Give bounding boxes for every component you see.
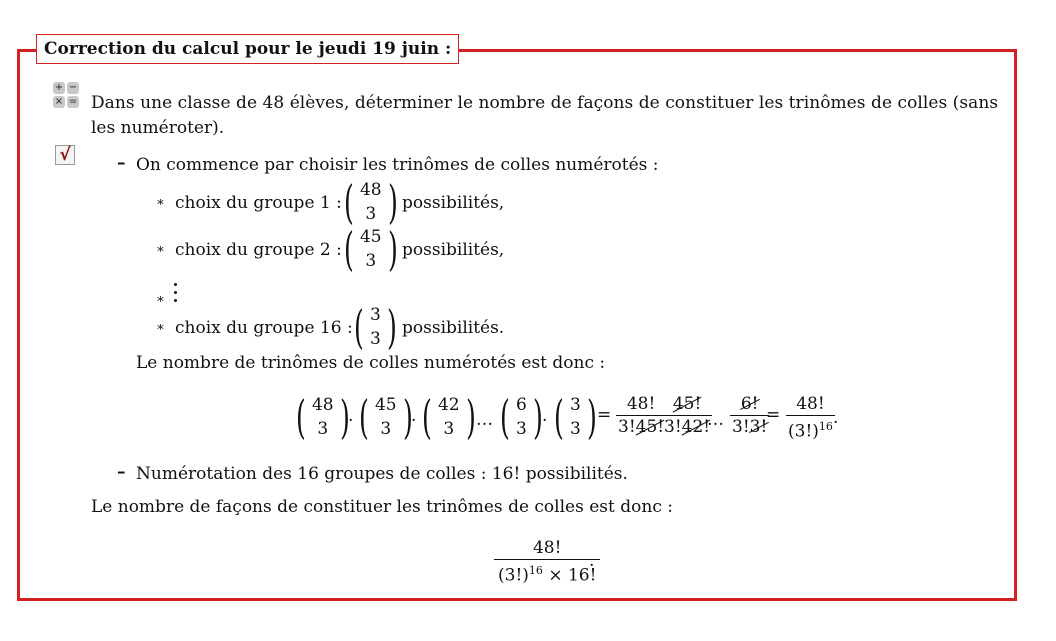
dot-operator: . [411, 406, 417, 426]
vertical-ellipsis [174, 283, 180, 302]
binomial-45-3: ( 45 3 ) [344, 222, 398, 276]
equals-sign: = [766, 405, 781, 425]
bullet-star: ∗ [156, 292, 165, 307]
choice-1-label: choix du groupe 1 : [175, 193, 342, 213]
calculator-icon: + − × = [54, 82, 78, 107]
bullet-dash: – [117, 153, 126, 173]
final-fraction: $\frac{48!}{(3!)^{16} \times 16!}$ [494, 537, 600, 587]
step1-conclusion: Le nombre de trinômes de colles numérotés est donc : [136, 353, 606, 373]
formula-binomial-48-3: ( 48 3 ) [296, 390, 350, 444]
formula-binomial-42-3: ( 42 3 ) [422, 390, 476, 444]
problem-line-1: Dans une classe de 48 élèves, déterminer le nombre de façons de constituer les trinômes de colles (sans [91, 93, 999, 113]
ellipsis: … [707, 410, 724, 430]
section-title: Correction du calcul pour le jeudi 19 juin : [36, 34, 459, 64]
fraction-45-over-3-42: $\frac{45!}{3!42!}$ [664, 394, 711, 437]
bullet-star: ∗ [156, 242, 165, 257]
fraction-6-over-3-3: $\frac{6!}{3!3!}$ [732, 394, 768, 437]
step2-text: Numérotation des 16 groupes de colles : 16! possibilités. [136, 464, 628, 484]
bullet-dash: – [117, 462, 126, 482]
equals-sign: = [597, 405, 612, 425]
choice-2-suffix: possibilités, [402, 240, 505, 260]
formula-binomial-6-3: ( 6 3 ) [500, 390, 543, 444]
choice-16-label: choix du groupe 16 : [175, 318, 353, 338]
dot-operator: . [348, 406, 354, 426]
choice-1-suffix: possibilités, [402, 193, 505, 213]
checkbox-checked-icon: √ [55, 145, 75, 165]
binomial-48-3: ( 48 3 ) [344, 175, 398, 229]
bullet-star: ∗ [156, 320, 165, 335]
dot-operator: . [542, 406, 548, 426]
step1-intro: On commence par choisir les trinômes de colles numérotés : [136, 155, 659, 175]
period: . [833, 408, 839, 428]
fraction-48-over-3-45: $\frac{48!}{3!45!}$ [618, 394, 665, 437]
fraction-result: $\frac{48!}{(3!)^{16}}$ [788, 394, 833, 442]
binomial-3-3: ( 3 3 ) [354, 300, 397, 354]
formula-binomial-3-3: ( 3 3 ) [554, 390, 597, 444]
problem-line-2: les numéroter). [91, 118, 225, 138]
bullet-star: ∗ [156, 195, 165, 210]
choice-16-suffix: possibilités. [402, 318, 505, 338]
ellipsis: … [476, 410, 493, 430]
formula-binomial-45-3: ( 45 3 ) [359, 390, 413, 444]
choice-2-label: choix du groupe 2 : [175, 240, 342, 260]
final-text: Le nombre de façons de constituer les trinômes de colles est donc : [91, 497, 673, 517]
period: . [589, 551, 595, 571]
